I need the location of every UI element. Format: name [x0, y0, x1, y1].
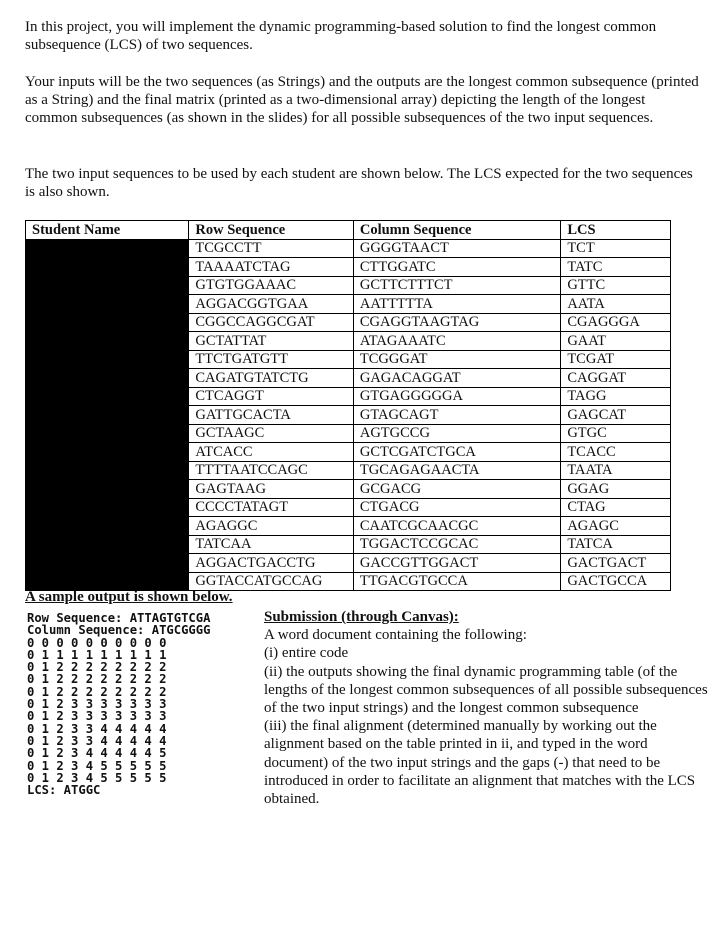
table-row	[26, 461, 671, 480]
intro-paragraph-3: The two input sequences to be used by each student are shown below. The LCS expected for the two sequences is also shown.	[25, 166, 693, 200]
row-sequence-cell: ATCACC	[189, 443, 353, 462]
lcs-cell: TCACC	[561, 443, 671, 462]
lcs-cell: GACTGCCA	[561, 572, 671, 591]
student-name-cell	[26, 535, 189, 554]
row-sequence-cell: TAAAATCTAG	[189, 258, 353, 277]
column-sequence-cell: GTGAGGGGGA	[353, 387, 560, 406]
table-row	[26, 572, 671, 591]
lcs-cell: GACTGACT	[561, 554, 671, 573]
sample-output-heading: A sample output is shown below.	[25, 589, 233, 605]
sample-output-block: Row Sequence: ATTAGTGTCGA Column Sequence: ATGCGGGG 0 0 0 0 0 0 0 0 0 0 0 1 1 1 1 1 1 1 1 1 0 1 2 2 2 2 2 2 2 2 0 1 2 2 2 2 2 2 2 2 0 1 2 2 2 2 2 2 2 2 0 1 2 3 3 3 3 3 3 3 0 1 2 3 3 3 3 3 3 3 0 1 2 3 3 4 4 4 4 4 0 1 2 3 3 4 4 4 4 4 0 1 2 3 4 4 4 4 4 5 0 1 2 3 4 5 5 5 5 5 0 1 2 3 4 5 5 5 5 5 LCS: ATGGC	[27, 611, 211, 798]
column-sequence-cell: GCTTCTTTCT	[353, 276, 560, 295]
submission-heading: Submission (through Canvas):	[264, 609, 459, 625]
column-sequence-cell: GCTCGATCTGCA	[353, 443, 560, 462]
column-sequence-cell: AATTTTTA	[353, 295, 560, 314]
table-row	[26, 498, 671, 517]
column-sequence-cell: GGGGTAACT	[353, 239, 560, 258]
row-sequence-cell: TATCAA	[189, 535, 353, 554]
column-sequence-cell: GCGACG	[353, 480, 560, 499]
student-name-cell	[26, 424, 189, 443]
column-sequence-cell: GAGACAGGAT	[353, 369, 560, 388]
student-name-cell	[26, 406, 189, 425]
lcs-cell: TATC	[561, 258, 671, 277]
student-name-cell	[26, 498, 189, 517]
row-sequence-cell: CCCCTATAGT	[189, 498, 353, 517]
table-row	[26, 295, 671, 314]
row-sequence-cell: TTCTGATGTT	[189, 350, 353, 369]
submission-item-outputs: (ii) the outputs showing the final dynamic programming table (of the lengths of the longest common subsequences of all possible subsequences of the two input strings) and the longest common subsequence	[264, 663, 708, 717]
lcs-cell: AGAGC	[561, 517, 671, 536]
lcs-cell: CTAG	[561, 498, 671, 517]
header-lcs: LCS	[561, 221, 671, 240]
column-sequence-cell: ATAGAAATC	[353, 332, 560, 351]
row-sequence-cell: CGGCCAGGCGAT	[189, 313, 353, 332]
sequence-table	[25, 220, 671, 591]
intro-paragraph-2: Your inputs will be the two sequences (as Strings) and the outputs are the longest common subsequence (printed as a String) and the final matrix (printed as a two-dimensional array) depicting the length of the longest common subsequences (as shown in the slides) for all possible subsequences of the two input sequences.	[25, 74, 699, 126]
lcs-cell: GGAG	[561, 480, 671, 499]
table-row	[26, 424, 671, 443]
column-sequence-cell: TTGACGTGCCA	[353, 572, 560, 591]
row-sequence-cell: GGTACCATGCCAG	[189, 572, 353, 591]
table-body	[26, 239, 671, 591]
student-name-cell	[26, 276, 189, 295]
student-name-cell	[26, 258, 189, 277]
column-sequence-cell: TCGGGAT	[353, 350, 560, 369]
column-sequence-cell: TGGACTCCGCAC	[353, 535, 560, 554]
table-row	[26, 350, 671, 369]
column-sequence-cell: CTTGGATC	[353, 258, 560, 277]
submission-intro: A word document containing the following:	[264, 627, 527, 644]
lcs-cell: GAAT	[561, 332, 671, 351]
table-row	[26, 239, 671, 258]
row-sequence-cell: GCTAAGC	[189, 424, 353, 443]
table-row	[26, 535, 671, 554]
table-row	[26, 443, 671, 462]
table-row	[26, 406, 671, 425]
header-column-sequence: Column Sequence	[353, 221, 560, 240]
column-sequence-cell: CGAGGTAAGTAG	[353, 313, 560, 332]
row-sequence-cell: AGGACTGACCTG	[189, 554, 353, 573]
table-row	[26, 369, 671, 388]
student-name-cell	[26, 295, 189, 314]
lcs-cell: AATA	[561, 295, 671, 314]
student-name-cell	[26, 443, 189, 462]
lcs-cell: TCT	[561, 239, 671, 258]
column-sequence-cell: CAATCGCAACGC	[353, 517, 560, 536]
student-name-cell	[26, 461, 189, 480]
column-sequence-cell: TGCAGAGAACTA	[353, 461, 560, 480]
row-sequence-cell: CAGATGTATCTG	[189, 369, 353, 388]
row-sequence-cell: GAGTAAG	[189, 480, 353, 499]
student-name-cell	[26, 517, 189, 536]
column-sequence-cell: GTAGCAGT	[353, 406, 560, 425]
table-row	[26, 517, 671, 536]
lcs-cell: TATCA	[561, 535, 671, 554]
table-row	[26, 313, 671, 332]
table-row	[26, 276, 671, 295]
lcs-cell: TAATA	[561, 461, 671, 480]
row-sequence-cell: TCGCCTT	[189, 239, 353, 258]
row-sequence-cell: CTCAGGT	[189, 387, 353, 406]
table-row	[26, 554, 671, 573]
student-name-cell	[26, 572, 189, 591]
submission-item-alignment: (iii) the final alignment (determined manually by working out the alignment based on the table printed in ii, and typed in the word document) of the two input strings and the gaps (-) that need to be introduced in order to facilitate an alignment that matches with the LCS obtained.	[264, 718, 696, 808]
student-name-cell	[26, 350, 189, 369]
row-sequence-cell: AGAGGC	[189, 517, 353, 536]
submission-section	[264, 608, 709, 808]
column-sequence-cell: GACCGTTGGACT	[353, 554, 560, 573]
student-name-cell	[26, 480, 189, 499]
lcs-cell: TAGG	[561, 387, 671, 406]
row-sequence-cell: GTGTGGAAAC	[189, 276, 353, 295]
lcs-cell: GTTC	[561, 276, 671, 295]
table-row	[26, 332, 671, 351]
student-name-cell	[26, 554, 189, 573]
column-sequence-cell: AGTGCCG	[353, 424, 560, 443]
row-sequence-cell: GATTGCACTA	[189, 406, 353, 425]
student-name-cell	[26, 239, 189, 258]
row-sequence-cell: TTTTAATCCAGC	[189, 461, 353, 480]
table-row	[26, 258, 671, 277]
lcs-cell: CAGGAT	[561, 369, 671, 388]
header-student-name: Student Name	[26, 221, 189, 240]
row-sequence-cell: GCTATTAT	[189, 332, 353, 351]
table-row	[26, 387, 671, 406]
student-name-cell	[26, 332, 189, 351]
header-row-sequence: Row Sequence	[189, 221, 353, 240]
student-name-cell	[26, 313, 189, 332]
student-name-cell	[26, 387, 189, 406]
lcs-cell: TCGAT	[561, 350, 671, 369]
lcs-cell: GTGC	[561, 424, 671, 443]
lcs-cell: GAGCAT	[561, 406, 671, 425]
column-sequence-cell: CTGACG	[353, 498, 560, 517]
intro-paragraph-1: In this project, you will implement the dynamic programming-based solution to find the longest common subsequence (LCS) of two sequences.	[25, 19, 657, 53]
lcs-cell: CGAGGGA	[561, 313, 671, 332]
student-name-cell	[26, 369, 189, 388]
row-sequence-cell: AGGACGGTGAA	[189, 295, 353, 314]
table-header-row	[26, 221, 671, 240]
submission-item-code: (i) entire code	[264, 645, 349, 662]
table-row	[26, 480, 671, 499]
